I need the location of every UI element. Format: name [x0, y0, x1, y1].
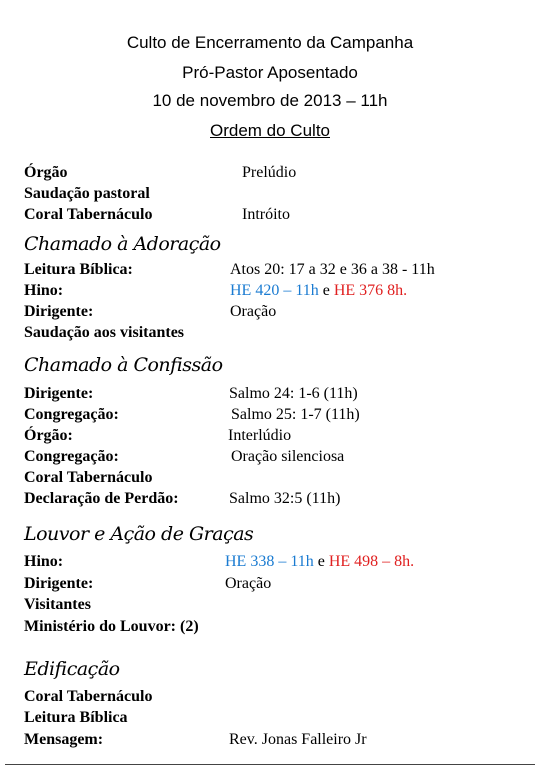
service-item	[24, 425, 524, 447]
item-label: Declaração de Perdão:	[24, 490, 179, 507]
hymn-separator: e	[318, 282, 334, 299]
order-of-service-heading: Ordem do Culto	[210, 121, 330, 140]
service-item	[24, 707, 524, 729]
service-item	[24, 616, 524, 638]
item-label: Saudação pastoral	[24, 185, 150, 202]
service-item	[24, 686, 524, 708]
item-label: Dirigente:	[24, 385, 94, 402]
service-item	[24, 729, 524, 751]
bulletin-date: 10 de novembro de 2013 – 11h	[152, 91, 388, 110]
item-value	[230, 280, 407, 302]
hymn-8h: HE 498 – 8h.	[328, 553, 415, 570]
service-item	[24, 446, 524, 468]
service-item	[24, 383, 524, 405]
item-value: Interlúdio	[228, 427, 292, 444]
item-label: Coral Tabernáculo	[24, 206, 153, 223]
item-label: Congregação:	[24, 406, 119, 423]
item-value: Rev. Jonas Falleiro Jr	[229, 731, 367, 748]
bottom-divider	[5, 764, 535, 765]
section-heading: Louvor e Ação de Graças	[24, 523, 254, 545]
item-value: Oração	[225, 575, 272, 592]
item-label: Coral Tabernáculo	[24, 688, 153, 705]
service-item	[24, 301, 524, 323]
item-label: Saudação aos visitantes	[24, 324, 185, 341]
item-label: Congregação:	[24, 448, 119, 465]
service-item	[24, 551, 524, 573]
item-value: Salmo 24: 1-6 (11h)	[229, 385, 358, 402]
hymn-separator: e	[313, 553, 329, 570]
item-label: Dirigente:	[24, 575, 94, 592]
service-item	[24, 573, 524, 595]
service-item	[24, 204, 524, 226]
service-item	[24, 594, 524, 616]
item-label: Mensagem:	[24, 731, 104, 748]
item-label: Dirigente:	[24, 303, 94, 320]
section-heading: Chamado à Confissão	[24, 354, 223, 376]
item-value: Salmo 25: 1-7 (11h)	[231, 406, 360, 423]
item-value: Oração	[230, 303, 277, 320]
item-value: Atos 20: 17 a 32 e 36 a 38 - 11h	[230, 261, 435, 278]
item-label: Visitantes	[24, 596, 91, 613]
hymn-11h: HE 338 – 11h	[225, 553, 314, 570]
hymn-11h: HE 420 – 11h	[230, 282, 319, 299]
item-label: Ministério do Louvor: (2)	[24, 618, 199, 635]
section-heading: Chamado à Adoração	[24, 233, 221, 255]
item-value: Prelúdio	[242, 164, 297, 181]
item-label: Órgão	[24, 164, 68, 181]
item-label: Órgão:	[24, 427, 73, 444]
item-value: Intróito	[242, 206, 290, 223]
service-item	[24, 280, 524, 302]
service-item	[24, 488, 524, 510]
item-value: Oração silenciosa	[231, 448, 345, 465]
item-label: Coral Tabernáculo	[24, 469, 153, 486]
item-label: Leitura Bíblica:	[24, 261, 133, 278]
service-item	[24, 404, 524, 426]
item-value: Salmo 32:5 (11h)	[229, 490, 341, 507]
item-label: Leitura Bíblica	[24, 709, 128, 726]
service-item	[24, 259, 524, 281]
bulletin-subtitle: Pró-Pastor Aposentado	[182, 63, 358, 82]
service-item	[24, 467, 524, 489]
section-heading: Edificação	[24, 658, 120, 680]
item-value	[225, 551, 414, 573]
service-item	[24, 162, 524, 184]
hymn-8h: HE 376 8h.	[333, 282, 408, 299]
item-label: Hino:	[24, 553, 64, 570]
item-label: Hino:	[24, 282, 64, 299]
service-item	[24, 183, 524, 205]
bulletin-title: Culto de Encerramento da Campanha	[126, 33, 414, 52]
service-item	[24, 322, 524, 344]
